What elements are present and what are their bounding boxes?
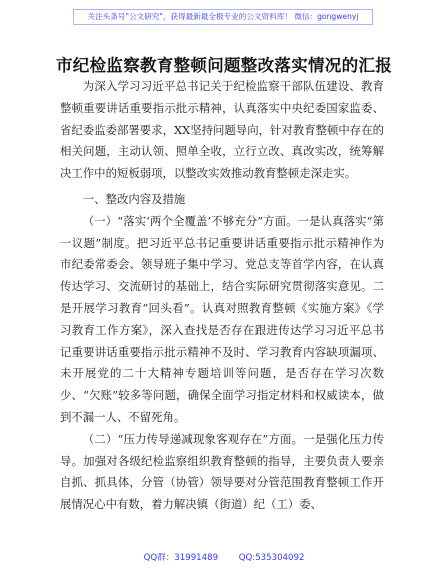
- footer-qq-group: QQ群：31991489: [143, 553, 219, 563]
- top-banner: 关注头条号"公文研究"，获得最新最全极专业的公文资料库！ 微信：gongwenyj: [73, 9, 373, 25]
- document-body: [60, 76, 384, 516]
- section-heading: 一、整改内容及措施: [82, 191, 186, 206]
- document-title: 市纪检监察教育整顿问题整改落实情况的汇报: [56, 56, 392, 75]
- footer: [0, 551, 448, 563]
- body-paragraph: （一）“落实‘两个全覆盖’不够充分”方面。一是认真落实“第一议题”制度。把习近平总书记重要讲话重要指示批示精神作为市纪委常委会、领导班子集中学习、党总支等首学内容，在认真传达学习、交流研讨的基础上，结合实际研究贯彻落实意见。二是开展学习教育“回头看”。认真对照教育整顿《实施方案》《学习教育工作方案》，深入查找是否存在跟进传达学习习近平总书记重要讲话重要指示批示精神不及时、学习教育内容缺项漏项、未开展党的二十大精神专题培训等问题，是否存在学习次数少、“欠账”较多等问题，确保全面学习指定材料和权威读本，做到不漏一人、不留死角。: [60, 213, 384, 424]
- body-paragraph: （二）“压力传导递减现象客观存在”方面。一是强化压力传导。加强对各级纪检监察组织教育整顿的指导，主要负责人要亲自抓、抓具体，分管（协管）领导要对分管范围教育整顿工作开展情况心中有数，着力解决镇（街道）纪（工）委、: [60, 431, 384, 512]
- footer-qq-number: QQ:535304092: [238, 553, 305, 563]
- intro-paragraph: 为深入学习习近平总书记关于纪检监察干部队伍建设、教育整顿重要讲话重要指示批示精神，认真落实中央纪委国家监委、省纪委监委部署要求，XX坚持问题导向，针对教育整顿中存在的相关问题，主动认领、照单全收，立行立改、真改实改，统筹解决工作中的短板弱项，以整改实效推动教育整顿走深走实。: [60, 79, 384, 181]
